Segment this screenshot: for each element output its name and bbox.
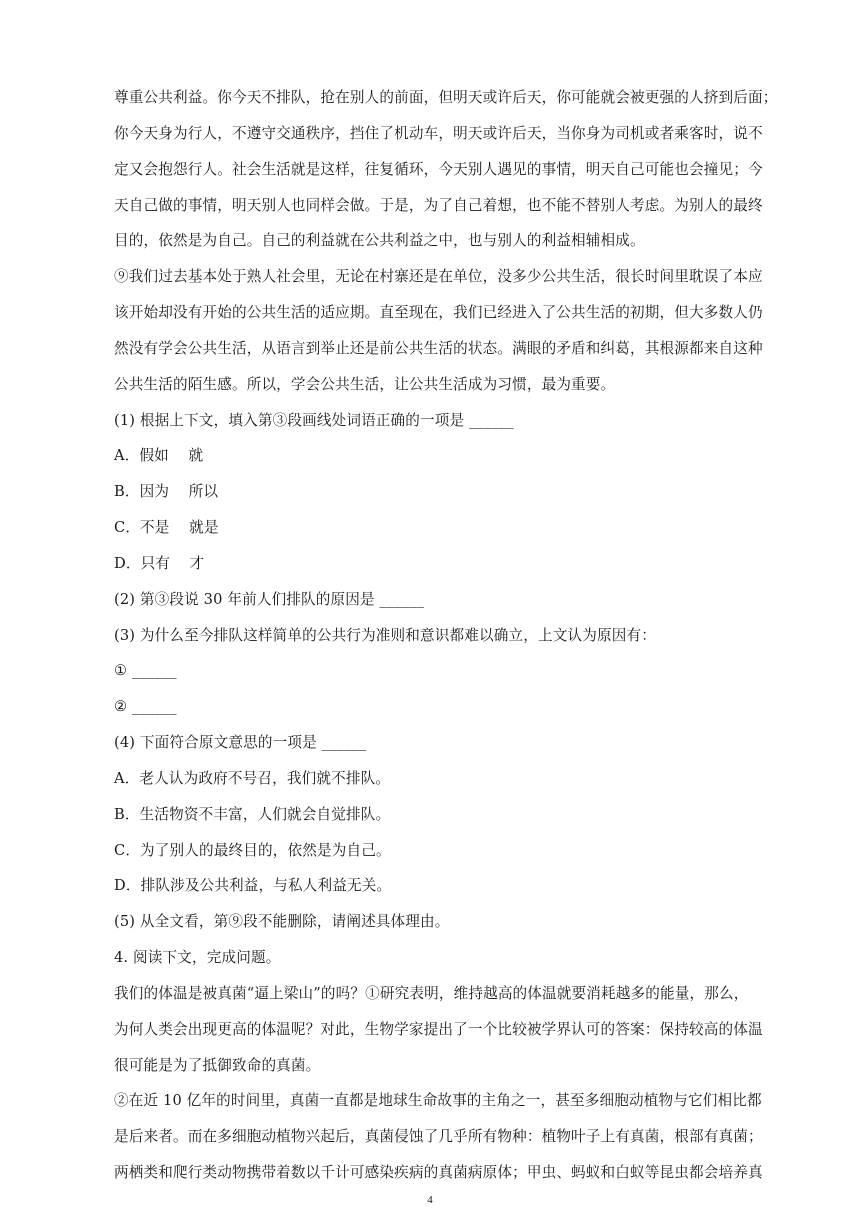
text-line: 我们的体温是被真菌“逼上梁山”的吗？①研究表明，维持越高的体温就要消耗越多的能量，那么， [114,985,749,1002]
text-line: 天自己做的事情，明天别人也同样会做。于是，为了自己着想，也不能不替别人考虑。为别人的最终 [114,197,763,214]
text-line: ⑨我们过去基本处于熟人社会里，无论在村寨还是在单位，没多少公共生活，很长时间里耽误了本应 [114,268,763,285]
option-b: B．生活物资不丰富，人们就会自觉排队。 [114,806,391,823]
option-c: C．为了别人的最终目的，依然是为自己。 [114,842,391,859]
option-c: C．不是 就是 [114,519,219,536]
text-line: 公共生活的陌生感。所以，学会公共生活，让公共生活成为习惯，最为重要。 [114,376,616,393]
answer-blank-2: ② ______ [114,698,177,715]
option-a: A．假如 就 [114,447,204,464]
text-line: 尊重公共利益。你今天不排队，抢在别人的前面，但明天或许后天，你可能就会被更强的人挤到后面； [114,89,778,106]
text-line: 很可能是为了抵御致命的真菌。 [114,1057,321,1074]
option-d: D．只有 才 [114,555,205,572]
text-line: 是后来者。而在多细胞动植物兴起后，真菌侵蚀了几乎所有物种：植物叶子上有真菌，根部有真菌； [114,1128,763,1145]
text-line: 该开始却没有开始的公共生活的适应期。直至现在，我们已经进入了公共生活的初期，但大多数人仍 [114,304,763,321]
text-line: ②在近 10 亿年的时间里，真菌一直都是地球生命故事的主角之一，甚至多细胞动植物与它们相比都 [114,1092,762,1109]
question-1: (1) 根据上下文，填入第③段画线处词语正确的一项是 ______ [114,412,514,429]
question-2: (2) 第③段说 30 年前人们排队的原因是 ______ [114,591,425,608]
question-3: (3) 为什么至今排队这样简单的公共行为准则和意识都难以确立，上文认为原因有： [114,627,656,644]
text-line: 然没有学会公共生活，从语言到举止还是前公共生活的状态。满眼的矛盾和纠葛，其根源都来自这种 [114,340,763,357]
answer-blank-1: ① ______ [114,662,177,679]
question-5: (5) 从全文看，第⑨段不能删除，请阐述具体理由。 [114,913,450,930]
text-line: 两栖类和爬行类动物携带着数以千计可感染疾病的真菌病原体；甲虫、蚂蚁和白蚁等昆虫都会培养真 [114,1164,763,1181]
question-4: (4) 下面符合原文意思的一项是 ______ [114,734,367,751]
text-line: 定又会抱怨行人。社会生活就是这样，往复循环，今天别人遇见的事情，明天自己可能也会撞见；今 [114,161,763,178]
section-heading: 4. 阅读下文，完成问题。 [114,949,281,966]
text-line: 目的，依然是为自己。自己的利益就在公共利益之中，也与别人的利益相辅相成。 [114,232,645,249]
text-line: 你今天身为行人，不遵守交通秩序，挡住了机动车，明天或许后天，当你身为司机或者乘客时，说不 [114,125,763,142]
text-line: 为何人类会出现更高的体温呢？对此，生物学家提出了一个比较被学界认可的答案：保持较高的体温 [114,1021,763,1038]
option-d: D．排队涉及公共利益，与私人利益无关。 [114,877,392,894]
option-b: B．因为 所以 [114,483,219,500]
option-a: A．老人认为政府不号召，我们就不排队。 [114,770,391,787]
page-number: 4 [427,1194,433,1206]
